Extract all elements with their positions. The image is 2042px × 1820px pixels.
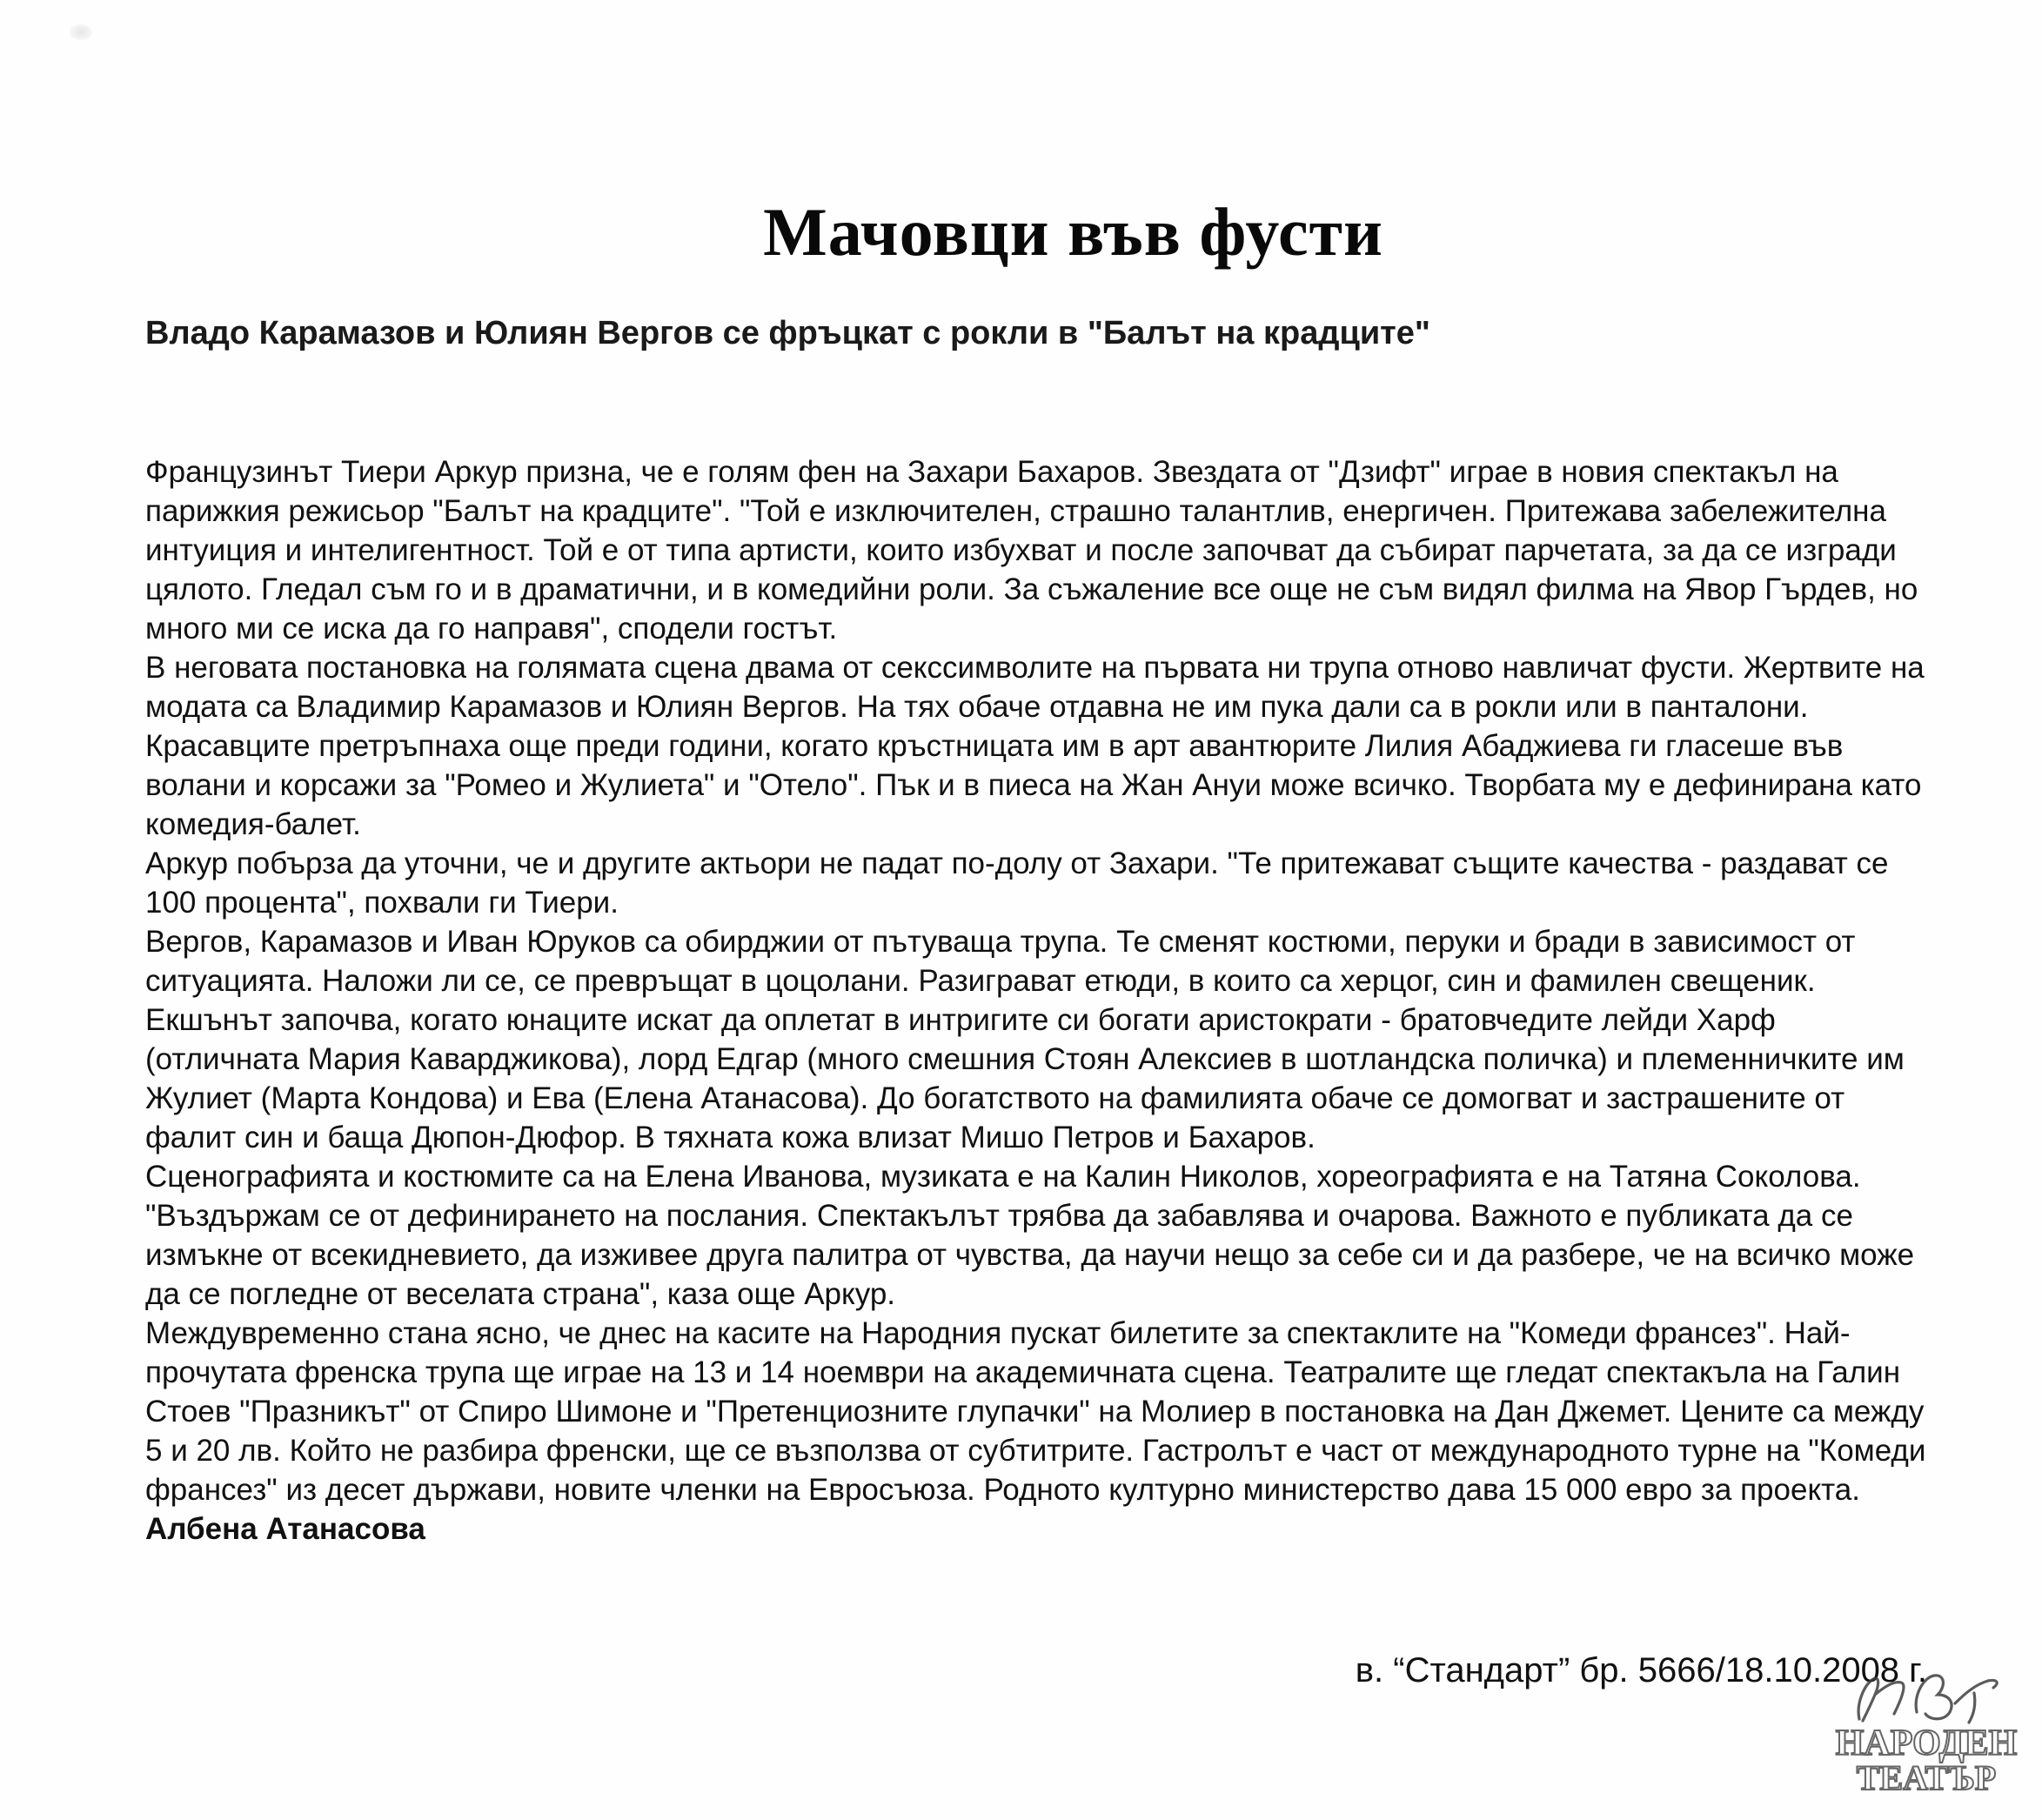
article-paragraph-5: Сценографията и костюмите са на Елена Иванова, музиката е на Калин Николов, хореографията е на Татяна Соколова. xyxy=(145,1160,1861,1194)
author-byline: Албена Атанасова xyxy=(145,1512,425,1546)
watermark-text-teatar: ТЕАТЪР xyxy=(1856,1758,1997,1797)
article-body xyxy=(145,452,1933,1549)
article-paragraph-2: В неговата постановка на голямата сцена двама от секссимволите на първата ни трупа отново навличат фусти. Жертвите на модата са Владимир Карамазов и Юлиян Вергов. На тях обаче отдавна не им пука дали са в рокли или в панталони. Красавците претръпнаха още преди години, когато кръстницата им в арт авантюрите Лилия Абаджиева ги гласеше във волани и корсажи за "Ромео и Жулиета" и "Отело". Пък и в пиеса на Жан Ануи може всичко. Творбата му е дефинирана като комедия-балет. xyxy=(145,651,1925,841)
article-paragraph-7: Междувременно стана ясно, че днес на касите на Народния пускат билетите за спектаклите на "Комеди франсез". Най-прочутата френска трупа ще играе на 13 и 14 ноември на академичната сцена. Театралите ще гледат спектакъла на Галин Стоев "Празникът" от Спиро Шимоне и "Претенциозните глупачки" на Молиер в постановка на Дан Джемет. Цените са между 5 и 20 лв. Който не разбира френски, ще се възползва от субтитрите. Гастролът е част от международното турне на "Комеди франсез" из десет държави, новите членки на Евросъюза. Родното културно министерство дава 15 000 евро за проекта. xyxy=(145,1316,1926,1507)
national-theatre-watermark xyxy=(1826,1669,2026,1796)
article-paragraph-3: Аркур побърза да уточни, че и другите актьори не падат по-долу от Захари. "Те притежават същите качества - раздават се 100 процента", похвали ги Тиери. xyxy=(145,846,1889,920)
article-paragraph-6: "Въздържам се от дефинирането на послания. Спектакълът трябва да забавлява и очарова. Важното е публиката да се измъкне от всекидневието, да изживее друга палитра от чувства, да научи нещо за себе си и да разбере, че на всичко може да се погледне от веселата страна", каза още Аркур. xyxy=(145,1199,1915,1311)
scan-smudge xyxy=(70,24,92,40)
watermark-text-naroden: НАРОДЕН xyxy=(1835,1723,2018,1763)
article-title: Мачовци във фусти xyxy=(763,194,1383,270)
ivan-vazov-signature-icon xyxy=(1844,1669,2009,1731)
article-paragraph-1: Французинът Тиери Аркур призна, че е голям фен на Захари Бахаров. Звездата от "Дзифт" играе в новия спектакъл на парижкия режисьор "Балът на крадците". "Той е изключителен, страшно талантлив, енергичен. Притежава забележителна интуиция и интелигентност. Той е от типа артисти, които избухват и после започват да събират парчетата, за да се изгради цялото. Гледал съм го и в драматични, и в комедийни роли. За съжаление все още не съм видял филма на Явор Гърдев, но много ми се иска да го направя", сподели гостът. xyxy=(145,455,1918,646)
source-citation: в. “Стандарт” бр. 5666/18.10.2008 г. xyxy=(1355,1651,1927,1690)
article-paragraph-4: Вергов, Карамазов и Иван Юруков са обирджии от пътуваща трупа. Те сменят костюми, перуки и бради в зависимост от ситуацията. Наложи ли се, се превръщат в цоцолани. Разиграват етюди, в които са херцог, син и фамилен свещеник. Екшънът започва, когато юнаците искат да оплетат в интригите си богати аристократи - братовчедите лейди Харф (отличната Мария Каварджикова), лорд Едгар (много смешния Стоян Алексиев в шотландска поличка) и племенничките им Жулиет (Марта Кондова) и Ева (Елена Атанасова). До богатството на фамилията обаче се домогват и застрашените от фалит син и баща Дюпон-Дюфор. В тяхната кожа влизат Мишо Петров и Бахаров. xyxy=(145,925,1905,1154)
article-subtitle: Владо Карамазов и Юлиян Вергов се фръцкат с рокли в "Балът на крадците" xyxy=(145,315,1430,351)
